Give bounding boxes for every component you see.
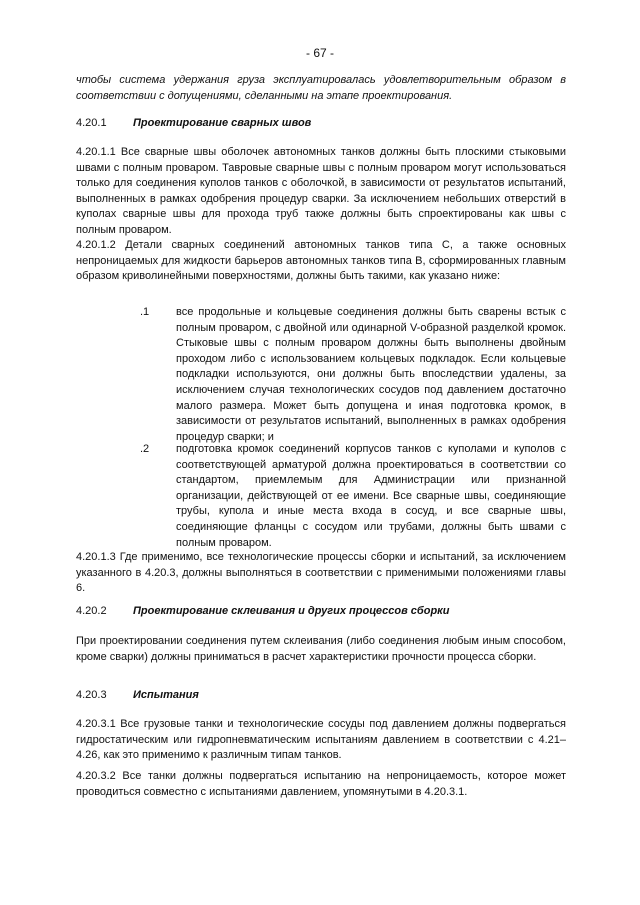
section-heading-4-20-1 [76,116,566,132]
page-number: - 67 - [305,46,334,60]
section-number: 4.20.2 [76,605,107,617]
paragraph-4-20-1-3: 4.20.1.3 Где применимо, все технологические процессы сборки и испытаний, за исключением указанного в 4.20.3, должны выполняться в соответствии с применимыми положениями главы 6. [76,551,566,595]
intro-paragraph: чтобы система удержания груза эксплуатировалась удовлетворительным образом в соответствии с допущениями, сделанными на этапе проектирования. [76,74,566,102]
list-item [76,305,566,445]
section-number: 4.20.1 [76,117,107,129]
section-title: Проектирование склеивания и других процессов сборки [133,605,450,617]
list-marker: .1 [140,306,150,318]
list-item [76,442,566,551]
section-heading-4-20-2 [76,604,566,620]
section-title: Испытания [133,689,199,701]
list-item-text: подготовка кромок соединений корпусов танков с куполами и куполов с соответствующей арматурой должна проектироваться в соответствии со стандартом, приемлемым для Администрации или признанной организации, действующей от ее имени. Все сварные швы, соединяющие трубы, купола и иные места входа в сосуд, и все сварные швы, соединяющие фланцы с сосудом или трубами, должны быть швами с полным проваром. [176,443,566,549]
paragraph-4-20-1-1: 4.20.1.1 Все сварные швы оболочек автономных танков должны быть плоскими стыковыми швами с полным проваром. Тавровые сварные швы с полным проваром могут использоваться только для соединения куполов танков с оболочкой, в зависимости от результатов испытаний, выполненных в рамках одобрения процедур сварки. За исключением небольших отверстий в куполах сварные швы для прохода труб также должны быть спроектированы как швы с полным проваром. [76,146,566,236]
paragraph-4-20-2: При проектировании соединения путем склеивания (либо соединения любым иным способом, кроме сварки) должны приниматься в расчет характеристики прочности процесса сборки. [76,635,566,663]
section-heading-4-20-3 [76,688,566,704]
paragraph-4-20-3-1: 4.20.3.1 Все грузовые танки и технологические сосуды под давлением должны подвергаться гидростатическим или гидропневматическим испытаниям давлением в соответствии с 4.21–4.26, как это применимо к различным типам танков. [76,718,566,762]
paragraph-4-20-1-2: 4.20.1.2 Детали сварных соединений автономных танков типа C, а также основных непроницаемых для жидкости барьеров автономных танков типа B, сформированных главным образом криволинейными поверхностями, должны быть такими, как указано ниже: [76,239,566,283]
paragraph-4-20-3-2: 4.20.3.2 Все танки должны подвергаться испытанию на непроницаемость, которое может проводиться совместно с испытаниями давлением, упомянутыми в 4.20.3.1. [76,770,566,798]
list-item-text: все продольные и кольцевые соединения должны быть сварены встык с полным проваром, с двойной или одинарной V-образной разделкой кромок. Стыковые швы с полным проваром должны быть выполнены двойным проходом либо с использованием кольцевых подкладок. Если кольцевые подкладки используются, они должны быть впоследствии удалены, за исключением случая технологических сосудов под давлением достаточно малого размера. Может быть допущена и иная подготовка кромок, в зависимости от результатов испытаний, выполненных в рамках одобрения процедур сварки; и [176,306,566,443]
section-title: Проектирование сварных швов [133,117,312,129]
section-number: 4.20.3 [76,689,107,701]
list-marker: .2 [140,443,150,455]
